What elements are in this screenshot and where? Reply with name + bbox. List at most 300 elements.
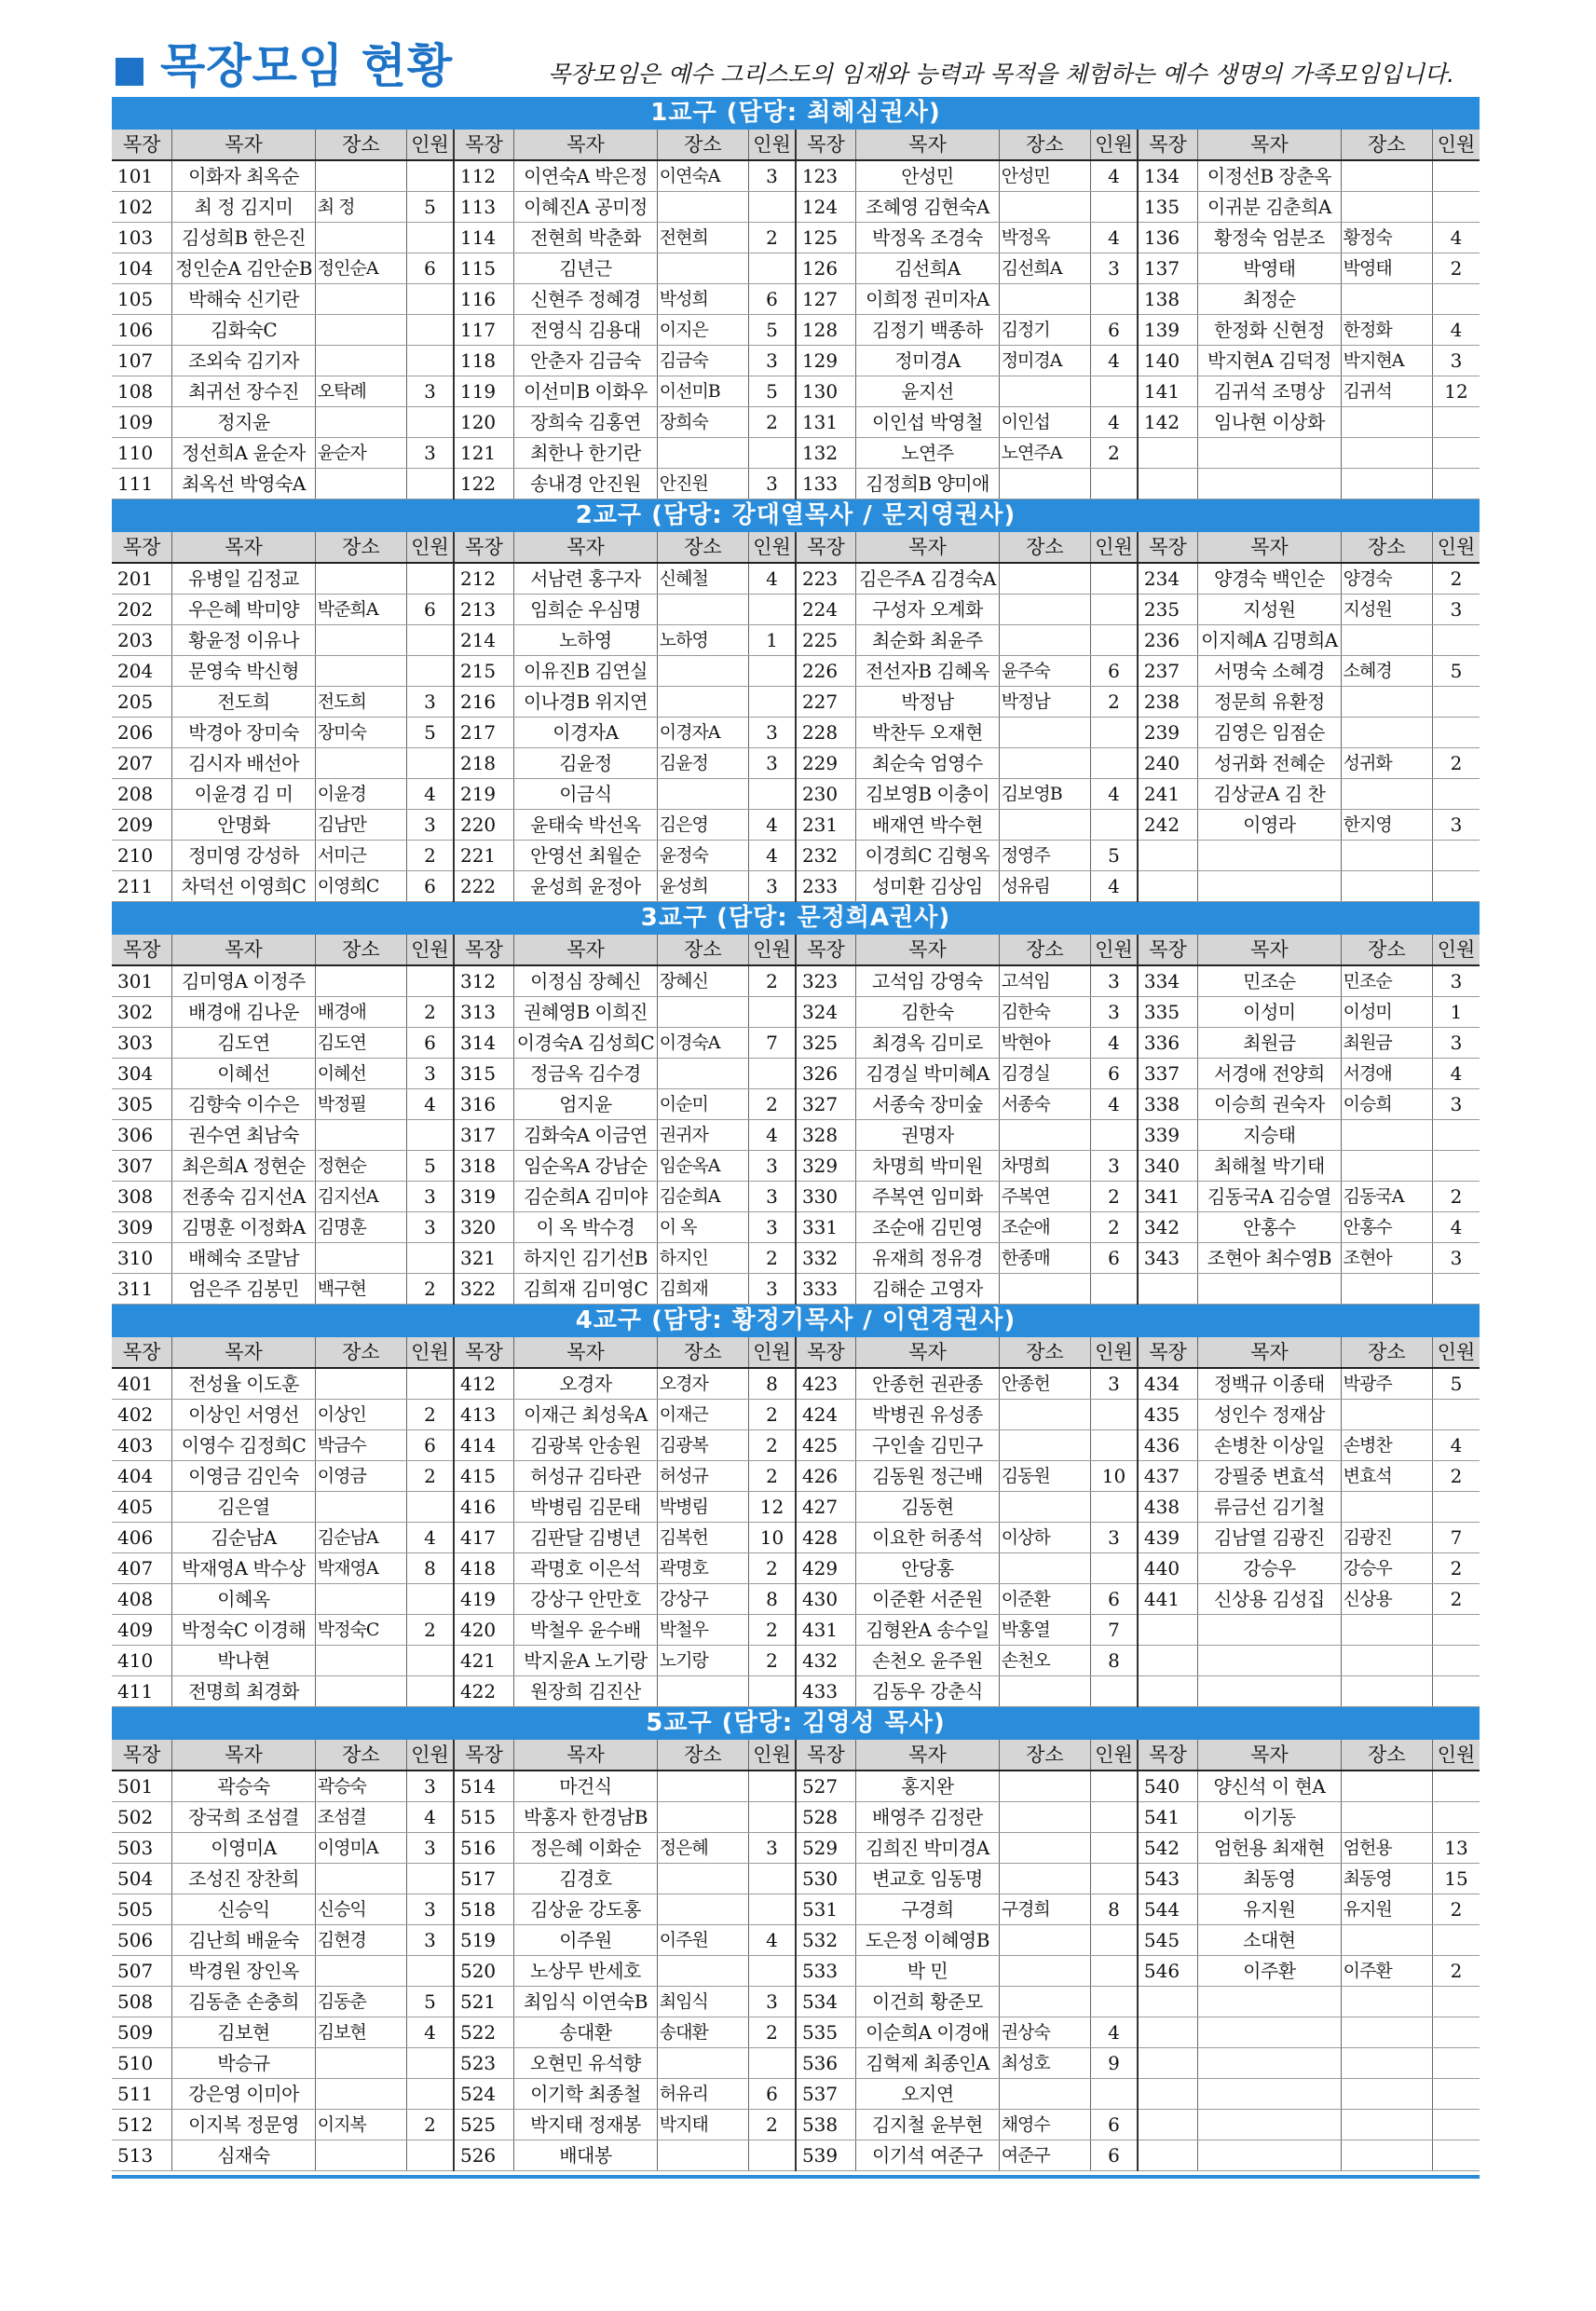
meeting-place bbox=[999, 1833, 1090, 1864]
member-count bbox=[407, 563, 454, 595]
leader-names: 안당홍 bbox=[856, 1553, 1000, 1584]
meeting-place bbox=[315, 1120, 406, 1151]
member-count: 3 bbox=[407, 1182, 454, 1212]
column-header: 목자 bbox=[172, 1740, 316, 1771]
meeting-place bbox=[1341, 438, 1432, 469]
group-number: 121 bbox=[454, 438, 514, 469]
group-number: 120 bbox=[454, 407, 514, 438]
meeting-place bbox=[657, 1864, 748, 1894]
leader-names: 김향숙 이수은 bbox=[172, 1089, 316, 1120]
group-number: 334 bbox=[1138, 965, 1198, 997]
group-number: 132 bbox=[796, 438, 856, 469]
group-number: 110 bbox=[112, 438, 172, 469]
member-count bbox=[749, 1676, 796, 1707]
leader-names: 박경아 장미숙 bbox=[172, 718, 316, 748]
column-header: 목자 bbox=[172, 130, 316, 160]
meeting-place: 노하영 bbox=[657, 625, 748, 656]
meeting-place bbox=[657, 1894, 748, 1925]
meeting-place: 민조순 bbox=[1341, 965, 1432, 997]
member-count bbox=[1091, 595, 1138, 625]
meeting-place: 정미경A bbox=[999, 346, 1090, 376]
group-number bbox=[1138, 1646, 1198, 1676]
leader-names: 조현아 최수영B bbox=[1198, 1243, 1342, 1274]
group-number: 107 bbox=[112, 346, 172, 376]
meeting-place: 김은영 bbox=[657, 810, 748, 841]
leader-names: 정지윤 bbox=[172, 407, 316, 438]
member-count: 3 bbox=[407, 687, 454, 718]
leader-names bbox=[1198, 469, 1342, 499]
meeting-place bbox=[999, 1274, 1090, 1305]
meeting-place bbox=[1341, 1771, 1432, 1802]
leader-names: 이승희 권숙자 bbox=[1198, 1089, 1342, 1120]
group-number: 328 bbox=[796, 1120, 856, 1151]
member-count: 3 bbox=[407, 376, 454, 407]
leader-names: 이주환 bbox=[1198, 1956, 1342, 1987]
meeting-place: 이경자A bbox=[657, 718, 748, 748]
group-number: 141 bbox=[1138, 376, 1198, 407]
meeting-place bbox=[315, 2079, 406, 2110]
group-number: 501 bbox=[112, 1771, 172, 1802]
member-count bbox=[1433, 1987, 1480, 2017]
member-count: 6 bbox=[1091, 1059, 1138, 1089]
leader-names: 김동춘 손충희 bbox=[172, 1987, 316, 2017]
group-number bbox=[1138, 2140, 1198, 2171]
member-count: 15 bbox=[1433, 1864, 1480, 1894]
column-header: 인원 bbox=[1433, 130, 1480, 160]
group-number: 429 bbox=[796, 1553, 856, 1584]
leader-names: 김경호 bbox=[514, 1864, 658, 1894]
member-count: 2 bbox=[1091, 438, 1138, 469]
leader-names: 유병일 김정교 bbox=[172, 563, 316, 595]
meeting-place: 엄헌용 bbox=[1341, 1833, 1432, 1864]
member-count: 3 bbox=[749, 469, 796, 499]
column-header: 목자 bbox=[856, 1337, 1000, 1368]
column-header: 장소 bbox=[315, 1337, 406, 1368]
leader-names: 박경원 장인옥 bbox=[172, 1956, 316, 1987]
leader-names: 최정순 bbox=[1198, 284, 1342, 315]
meeting-place: 정인순A bbox=[315, 253, 406, 284]
column-header: 목자 bbox=[172, 1337, 316, 1368]
member-count bbox=[1091, 748, 1138, 779]
leader-names: 박찬두 오재현 bbox=[856, 718, 1000, 748]
leader-names: 박정남 bbox=[856, 687, 1000, 718]
member-count: 3 bbox=[749, 1274, 796, 1305]
member-count bbox=[407, 748, 454, 779]
table-row bbox=[112, 841, 1480, 871]
leader-names bbox=[1198, 1615, 1342, 1646]
group-number: 424 bbox=[796, 1400, 856, 1430]
group-number: 307 bbox=[112, 1151, 172, 1182]
member-count: 4 bbox=[1433, 1212, 1480, 1243]
member-count: 2 bbox=[749, 1243, 796, 1274]
group-number: 314 bbox=[454, 1028, 514, 1059]
table-row bbox=[112, 223, 1480, 253]
leader-names: 김정기 백종하 bbox=[856, 315, 1000, 346]
meeting-place: 채영수 bbox=[999, 2110, 1090, 2140]
group-number: 422 bbox=[454, 1676, 514, 1707]
meeting-place bbox=[315, 1956, 406, 1987]
member-count: 2 bbox=[749, 407, 796, 438]
group-number: 106 bbox=[112, 315, 172, 346]
leader-names: 이상인 서영선 bbox=[172, 1400, 316, 1430]
leader-names: 권혜영B 이희진 bbox=[514, 997, 658, 1028]
column-header: 장소 bbox=[1341, 532, 1432, 563]
meeting-place bbox=[657, 779, 748, 810]
group-number bbox=[1138, 2048, 1198, 2079]
group-number: 409 bbox=[112, 1615, 172, 1646]
meeting-place: 이윤경 bbox=[315, 779, 406, 810]
leader-names bbox=[1198, 1274, 1342, 1305]
meeting-place: 황정숙 bbox=[1341, 223, 1432, 253]
member-count: 2 bbox=[749, 1089, 796, 1120]
meeting-place: 노기랑 bbox=[657, 1646, 748, 1676]
meeting-place: 박준희A bbox=[315, 595, 406, 625]
meeting-place bbox=[657, 438, 748, 469]
group-number: 508 bbox=[112, 1987, 172, 2017]
group-number: 327 bbox=[796, 1089, 856, 1120]
group-number: 403 bbox=[112, 1430, 172, 1461]
member-count: 3 bbox=[749, 1182, 796, 1212]
meeting-place: 한종매 bbox=[999, 1243, 1090, 1274]
member-count: 3 bbox=[749, 718, 796, 748]
meeting-place bbox=[999, 625, 1090, 656]
leader-names bbox=[1198, 1646, 1342, 1676]
group-number: 136 bbox=[1138, 223, 1198, 253]
leader-names: 김희진 박미경A bbox=[856, 1833, 1000, 1864]
meeting-place: 배경애 bbox=[315, 997, 406, 1028]
leader-names bbox=[1198, 2048, 1342, 2079]
column-header: 인원 bbox=[407, 130, 454, 160]
leader-names: 주복연 임미화 bbox=[856, 1182, 1000, 1212]
leader-names: 하지인 김기선B bbox=[514, 1243, 658, 1274]
group-number: 426 bbox=[796, 1461, 856, 1492]
member-count bbox=[407, 1676, 454, 1707]
group-number: 417 bbox=[454, 1523, 514, 1553]
group-number: 432 bbox=[796, 1646, 856, 1676]
member-count: 4 bbox=[1091, 346, 1138, 376]
leader-names: 우은혜 박미양 bbox=[172, 595, 316, 625]
column-header: 인원 bbox=[749, 935, 796, 965]
leader-names: 구인솔 김민구 bbox=[856, 1430, 1000, 1461]
leader-names: 이경숙A 김성희C bbox=[514, 1028, 658, 1059]
group-number: 139 bbox=[1138, 315, 1198, 346]
group-number: 211 bbox=[112, 871, 172, 902]
group-number: 530 bbox=[796, 1864, 856, 1894]
member-count: 3 bbox=[1433, 346, 1480, 376]
meeting-place: 이승희 bbox=[1341, 1089, 1432, 1120]
meeting-place: 이상하 bbox=[999, 1523, 1090, 1553]
member-count: 8 bbox=[407, 1553, 454, 1584]
meeting-place bbox=[1341, 871, 1432, 902]
meeting-place bbox=[315, 284, 406, 315]
member-count bbox=[1433, 1400, 1480, 1430]
group-number: 529 bbox=[796, 1833, 856, 1864]
leader-names: 신승익 bbox=[172, 1894, 316, 1925]
column-header: 장소 bbox=[657, 1740, 748, 1771]
table-row bbox=[112, 748, 1480, 779]
leader-names: 박 민 bbox=[856, 1956, 1000, 1987]
column-header: 목자 bbox=[514, 935, 658, 965]
member-count: 2 bbox=[1091, 1212, 1138, 1243]
meeting-place: 이경숙A bbox=[657, 1028, 748, 1059]
meeting-place: 신혜철 bbox=[657, 563, 748, 595]
leader-names: 최은희A 정현순 bbox=[172, 1151, 316, 1182]
member-count bbox=[407, 1243, 454, 1274]
member-count: 4 bbox=[1091, 407, 1138, 438]
leader-names: 안성민 bbox=[856, 160, 1000, 192]
leader-names: 이영미A bbox=[172, 1833, 316, 1864]
meeting-place bbox=[1341, 469, 1432, 499]
member-count bbox=[407, 1368, 454, 1400]
table-row bbox=[112, 160, 1480, 192]
member-count bbox=[1433, 2017, 1480, 2048]
member-count bbox=[407, 1492, 454, 1523]
group-number: 322 bbox=[454, 1274, 514, 1305]
leader-names: 김영은 임점순 bbox=[1198, 718, 1342, 748]
group-number: 406 bbox=[112, 1523, 172, 1553]
group-number: 105 bbox=[112, 284, 172, 315]
member-count bbox=[1091, 1956, 1138, 1987]
group-number: 109 bbox=[112, 407, 172, 438]
member-count bbox=[749, 438, 796, 469]
leader-names: 권명자 bbox=[856, 1120, 1000, 1151]
column-header: 목장 bbox=[1138, 1337, 1198, 1368]
group-number: 523 bbox=[454, 2048, 514, 2079]
group-number: 430 bbox=[796, 1584, 856, 1615]
meeting-place: 이준환 bbox=[999, 1584, 1090, 1615]
leader-names: 신상용 김성집 bbox=[1198, 1584, 1342, 1615]
column-header: 목자 bbox=[1198, 1740, 1342, 1771]
meeting-place bbox=[999, 1864, 1090, 1894]
leader-names: 차덕선 이영희C bbox=[172, 871, 316, 902]
leader-names: 박영태 bbox=[1198, 253, 1342, 284]
meeting-place: 안성민 bbox=[999, 160, 1090, 192]
member-count bbox=[407, 965, 454, 997]
group-number: 212 bbox=[454, 563, 514, 595]
leader-names: 김정희B 양미애 bbox=[856, 469, 1000, 499]
table-row bbox=[112, 284, 1480, 315]
meeting-place: 최성호 bbox=[999, 2048, 1090, 2079]
leader-names: 박지윤A 노기랑 bbox=[514, 1646, 658, 1676]
leader-names: 최원금 bbox=[1198, 1028, 1342, 1059]
leader-names: 이건희 황준모 bbox=[856, 1987, 1000, 2017]
group-number: 206 bbox=[112, 718, 172, 748]
member-count: 3 bbox=[407, 1771, 454, 1802]
leader-names: 안홍수 bbox=[1198, 1212, 1342, 1243]
meeting-place: 조현아 bbox=[1341, 1243, 1432, 1274]
group-number: 510 bbox=[112, 2048, 172, 2079]
leader-names: 이성미 bbox=[1198, 997, 1342, 1028]
meeting-place: 박금수 bbox=[315, 1430, 406, 1461]
member-count: 5 bbox=[1091, 841, 1138, 871]
member-count: 2 bbox=[1433, 1894, 1480, 1925]
meeting-place: 서미근 bbox=[315, 841, 406, 871]
column-header: 목자 bbox=[172, 532, 316, 563]
leader-names: 구성자 오계화 bbox=[856, 595, 1000, 625]
leader-names: 정백규 이종태 bbox=[1198, 1368, 1342, 1400]
meeting-place: 한정화 bbox=[1341, 315, 1432, 346]
leader-names: 원장희 김진산 bbox=[514, 1676, 658, 1707]
member-count bbox=[1091, 1676, 1138, 1707]
meeting-place: 성귀화 bbox=[1341, 748, 1432, 779]
leader-names: 고석임 강영숙 bbox=[856, 965, 1000, 997]
group-number: 420 bbox=[454, 1615, 514, 1646]
group-number: 111 bbox=[112, 469, 172, 499]
group-number: 329 bbox=[796, 1151, 856, 1182]
leader-names: 박승규 bbox=[172, 2048, 316, 2079]
table-row bbox=[112, 315, 1480, 346]
group-number: 435 bbox=[1138, 1400, 1198, 1430]
group-number: 527 bbox=[796, 1771, 856, 1802]
group-number: 313 bbox=[454, 997, 514, 1028]
column-header: 인원 bbox=[1433, 1740, 1480, 1771]
meeting-place: 김현경 bbox=[315, 1925, 406, 1956]
group-number: 342 bbox=[1138, 1212, 1198, 1243]
meeting-place bbox=[315, 160, 406, 192]
leader-names: 정문희 유환정 bbox=[1198, 687, 1342, 718]
member-count: 10 bbox=[749, 1523, 796, 1553]
meeting-place: 곽승숙 bbox=[315, 1771, 406, 1802]
meeting-place: 주복연 bbox=[999, 1182, 1090, 1212]
district-table bbox=[112, 532, 1480, 902]
meeting-place bbox=[657, 595, 748, 625]
member-count: 4 bbox=[407, 779, 454, 810]
leader-names: 이기석 여준구 bbox=[856, 2140, 1000, 2171]
member-count: 4 bbox=[749, 563, 796, 595]
group-number: 535 bbox=[796, 2017, 856, 2048]
column-header: 목자 bbox=[1198, 1337, 1342, 1368]
column-header: 목자 bbox=[856, 935, 1000, 965]
member-count bbox=[1433, 407, 1480, 438]
table-row bbox=[112, 656, 1480, 687]
column-header: 장소 bbox=[315, 935, 406, 965]
table-row bbox=[112, 1987, 1480, 2017]
column-header: 목자 bbox=[1198, 532, 1342, 563]
leader-names: 이정선B 장춘옥 bbox=[1198, 160, 1342, 192]
column-header: 인원 bbox=[749, 130, 796, 160]
member-count bbox=[1433, 1646, 1480, 1676]
member-count: 2 bbox=[749, 2110, 796, 2140]
group-number: 507 bbox=[112, 1956, 172, 1987]
district-title: 3교구 (담당: 문정희A권사) bbox=[112, 902, 1480, 935]
group-number: 231 bbox=[796, 810, 856, 841]
leader-names: 정인순A 김안순B bbox=[172, 253, 316, 284]
column-header: 목장 bbox=[796, 1337, 856, 1368]
member-count: 2 bbox=[1433, 1956, 1480, 1987]
leader-names: 서경애 전양희 bbox=[1198, 1059, 1342, 1089]
member-count: 2 bbox=[1433, 1182, 1480, 1212]
group-number: 441 bbox=[1138, 1584, 1198, 1615]
leader-names: 곽명호 이은석 bbox=[514, 1553, 658, 1584]
meeting-place bbox=[1341, 2140, 1432, 2171]
column-header: 목자 bbox=[1198, 130, 1342, 160]
meeting-place: 이주원 bbox=[657, 1925, 748, 1956]
member-count: 6 bbox=[1091, 2110, 1138, 2140]
leader-names: 배영주 김정란 bbox=[856, 1802, 1000, 1833]
group-number bbox=[1138, 2017, 1198, 2048]
member-count bbox=[1433, 1120, 1480, 1151]
column-header: 목자 bbox=[514, 130, 658, 160]
meeting-place bbox=[1341, 1802, 1432, 1833]
meeting-place bbox=[1341, 2079, 1432, 2110]
column-header: 인원 bbox=[407, 532, 454, 563]
column-header: 목장 bbox=[112, 1337, 172, 1368]
member-count: 13 bbox=[1433, 1833, 1480, 1864]
leader-names: 이영라 bbox=[1198, 810, 1342, 841]
group-number: 114 bbox=[454, 223, 514, 253]
table-row bbox=[112, 718, 1480, 748]
group-number: 419 bbox=[454, 1584, 514, 1615]
meeting-place: 김도연 bbox=[315, 1028, 406, 1059]
meeting-place bbox=[315, 1646, 406, 1676]
group-number: 512 bbox=[112, 2110, 172, 2140]
member-count bbox=[1433, 718, 1480, 748]
member-count bbox=[749, 595, 796, 625]
meeting-place: 장희숙 bbox=[657, 407, 748, 438]
district-section bbox=[112, 1707, 1480, 2171]
leader-names: 서명숙 소혜경 bbox=[1198, 656, 1342, 687]
group-number: 404 bbox=[112, 1461, 172, 1492]
table-row bbox=[112, 1120, 1480, 1151]
table-header-row bbox=[112, 935, 1480, 965]
meeting-place: 장혜신 bbox=[657, 965, 748, 997]
leader-names: 손병찬 이상일 bbox=[1198, 1430, 1342, 1461]
leader-names: 김동현 bbox=[856, 1492, 1000, 1523]
bottom-rule bbox=[112, 2175, 1480, 2179]
member-count bbox=[407, 160, 454, 192]
member-count bbox=[749, 1894, 796, 1925]
leader-names: 김동국A 김승열 bbox=[1198, 1182, 1342, 1212]
leader-names: 이귀분 김춘희A bbox=[1198, 192, 1342, 223]
member-count: 2 bbox=[407, 1461, 454, 1492]
leader-names: 이영금 김인숙 bbox=[172, 1461, 316, 1492]
column-header: 장소 bbox=[1341, 1740, 1432, 1771]
group-number: 237 bbox=[1138, 656, 1198, 687]
leader-names: 조성진 장찬희 bbox=[172, 1864, 316, 1894]
group-number: 440 bbox=[1138, 1553, 1198, 1584]
meeting-place bbox=[315, 656, 406, 687]
leader-names: 이영수 김정희C bbox=[172, 1430, 316, 1461]
member-count: 2 bbox=[407, 997, 454, 1028]
group-number: 204 bbox=[112, 656, 172, 687]
meeting-place: 이영희C bbox=[315, 871, 406, 902]
meeting-place bbox=[1341, 1925, 1432, 1956]
leader-names: 이재근 최성욱A bbox=[514, 1400, 658, 1430]
table-row bbox=[112, 1523, 1480, 1553]
leader-names: 민조순 bbox=[1198, 965, 1342, 997]
member-count bbox=[407, 223, 454, 253]
group-number: 515 bbox=[454, 1802, 514, 1833]
meeting-place bbox=[999, 1492, 1090, 1523]
meeting-place bbox=[999, 718, 1090, 748]
group-number bbox=[1138, 871, 1198, 902]
meeting-place: 김광진 bbox=[1341, 1523, 1432, 1553]
leader-names bbox=[1198, 2140, 1342, 2171]
meeting-place: 차명희 bbox=[999, 1151, 1090, 1182]
leader-names: 이선미B 이화우 bbox=[514, 376, 658, 407]
member-count: 2 bbox=[749, 1461, 796, 1492]
leader-names: 최 정 김지미 bbox=[172, 192, 316, 223]
meeting-place bbox=[1341, 407, 1432, 438]
member-count: 6 bbox=[1091, 315, 1138, 346]
table-row bbox=[112, 1553, 1480, 1584]
member-count bbox=[1433, 1802, 1480, 1833]
meeting-place bbox=[1341, 2017, 1432, 2048]
column-header: 장소 bbox=[1341, 1337, 1432, 1368]
table-header-row bbox=[112, 130, 1480, 160]
meeting-place bbox=[1341, 1274, 1432, 1305]
member-count bbox=[749, 687, 796, 718]
